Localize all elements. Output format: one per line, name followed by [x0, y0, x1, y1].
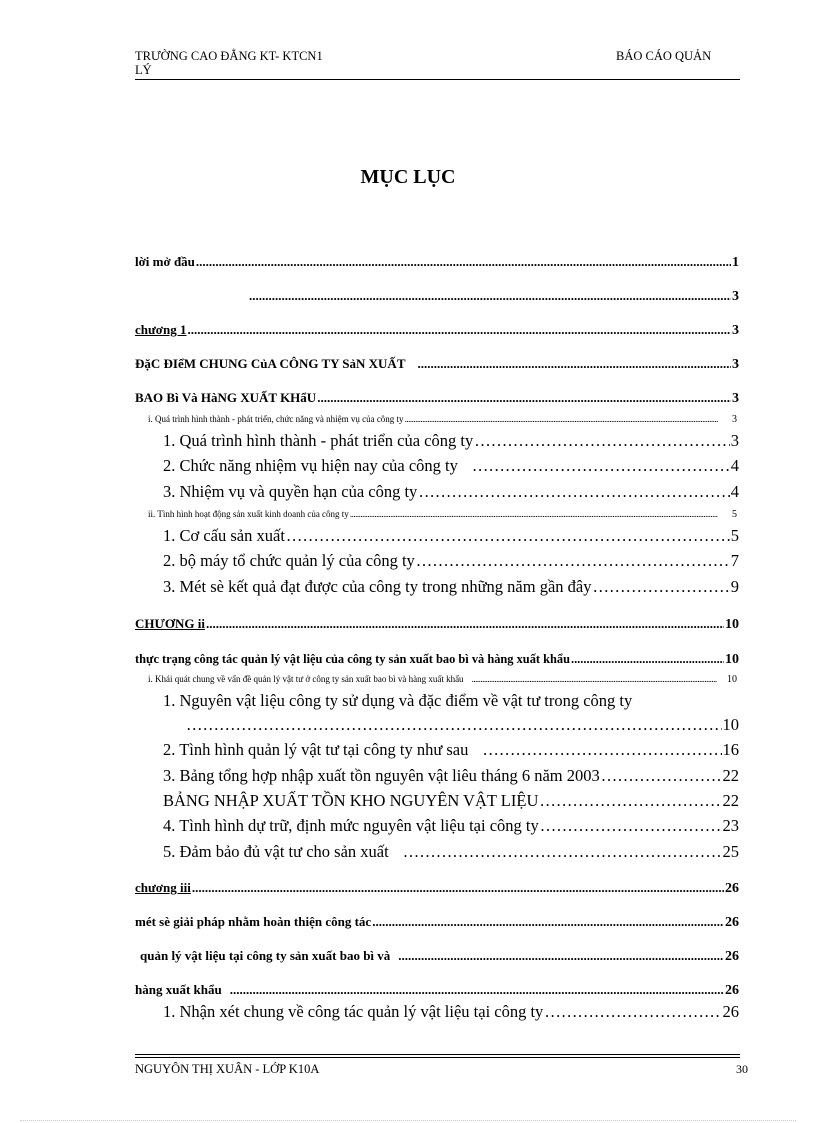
- toc-entry-label: ĐặC ĐIểM CHUNG CủA CÔNG TY SảN XUẤT: [135, 356, 406, 371]
- toc-entry-label: 5. Đảm bảo đủ vật tư cho sản xuất: [163, 842, 389, 861]
- toc-entry[interactable]: [163, 456, 739, 476]
- toc-entry-page: 3: [732, 414, 737, 425]
- toc-entry-page: 1: [732, 255, 739, 270]
- toc-entry-label: 1. Nhận xét chung về công tác quản lý vật liệu tại công ty: [163, 1002, 544, 1021]
- toc-entry-label: 1. Nguyên vật liệu công ty sử dụng và đặc điểm về vật tư trong công ty: [163, 691, 633, 710]
- toc-entry-label: thực trạng công tác quản lý vật liệu của công ty sản xuất bao bì và hàng xuất khẩu: [135, 652, 570, 666]
- toc-entry[interactable]: [163, 551, 739, 571]
- toc-entry-label: mét sè giải pháp nhằm hoàn thiện công tác: [135, 914, 372, 929]
- toc-entry-label: 4. Tình hình dự trữ, định mức nguyên vật liệu tại công ty: [163, 816, 539, 835]
- header-report-title: BÁO CÁO QUẢN: [616, 49, 712, 63]
- toc-entry-page: 22: [722, 766, 739, 785]
- toc-entry-page: 10: [722, 715, 739, 734]
- toc-entry-page: 26: [722, 1002, 739, 1021]
- toc-entry-page: 7: [730, 551, 739, 570]
- toc-entry-page: 10: [725, 652, 739, 667]
- toc-entry-page: 26: [725, 983, 739, 998]
- page-bottom-edge: [20, 1120, 796, 1121]
- toc-entry[interactable]: [163, 482, 739, 502]
- toc-entry-page: 10: [727, 674, 737, 685]
- header-overflow: LÝ: [135, 63, 152, 77]
- toc-entry-label: 1. Cơ cấu sản xuất: [163, 526, 285, 545]
- toc-entry-page: 26: [725, 881, 739, 896]
- toc-entry-label: chương iii: [135, 880, 191, 895]
- toc-entry-page: 3: [730, 431, 739, 450]
- toc-entry[interactable]: [135, 616, 739, 633]
- toc-entry-label: 2. Chức năng nhiệm vụ hiện nay của công ty: [163, 456, 458, 475]
- toc-entry-page: 4: [730, 456, 739, 475]
- toc-entry-label: ii. Tình hình hoạt động sản xuất kinh doanh của công ty: [148, 509, 349, 519]
- toc-entry[interactable]: [163, 791, 739, 811]
- toc-entry[interactable]: [135, 254, 739, 271]
- toc-entry[interactable]: [163, 816, 739, 836]
- toc-entry-page: 9: [730, 577, 739, 596]
- toc-entry[interactable]: [135, 322, 739, 339]
- header-divider: [135, 79, 740, 80]
- toc-entry-label: i. Quá trình hình thành - phát triển, chức năng và nhiệm vụ của công ty: [148, 414, 404, 424]
- toc-entry[interactable]: [140, 948, 739, 965]
- toc-entry[interactable]: [248, 288, 739, 305]
- toc-entry-label: hàng xuất khẩu: [135, 982, 222, 997]
- toc-entry-page: 5: [732, 509, 737, 520]
- toc-entry-label: 3. Bảng tổng hợp nhập xuất tồn nguyên vật liêu tháng 6 năm 2003: [163, 766, 600, 785]
- toc-entry[interactable]: [135, 880, 739, 897]
- toc-entry-label: quản lý vật liệu tại công ty sản xuất bao bì và: [140, 948, 391, 963]
- toc-entry[interactable]: [163, 691, 739, 711]
- toc-entry[interactable]: [135, 652, 739, 668]
- toc-entry-page: 3: [732, 391, 739, 406]
- toc-entry-label: i. Khái quát chung về vấn đề quản lý vật tư ở công ty sản xuất bao bì và hàng xuất khẩu: [148, 674, 464, 684]
- toc-entry[interactable]: [163, 431, 739, 451]
- toc-entry[interactable]: [163, 1002, 739, 1022]
- toc-entry-page: 3: [732, 289, 739, 304]
- toc-entry[interactable]: [163, 740, 739, 760]
- toc-entry[interactable]: [163, 842, 739, 862]
- toc-entry-page: 4: [730, 482, 739, 501]
- page-title: MỤC LỤC: [360, 166, 456, 188]
- toc-entry-label: lời mở đầu: [135, 254, 195, 269]
- toc-entry-page: 26: [725, 915, 739, 930]
- footer-divider: [135, 1057, 740, 1058]
- toc-entry[interactable]: [163, 526, 739, 546]
- toc-entry-page: 22: [722, 791, 739, 810]
- footer-page-number: 30: [736, 1062, 748, 1076]
- toc-entry-page: 16: [722, 740, 739, 759]
- toc-entry-page: 3: [732, 357, 739, 372]
- toc-entry-page: 3: [732, 323, 739, 338]
- toc-entry-label: BAO Bì Và HàNG XUẤT KHẩU: [135, 390, 317, 405]
- toc-entry-label: 1. Quá trình hình thành - phát triển của công ty: [163, 431, 474, 450]
- toc-entry[interactable]: [163, 766, 739, 786]
- toc-entry[interactable]: [135, 982, 739, 999]
- toc-entry[interactable]: [148, 509, 737, 520]
- toc-entry-page: 23: [722, 816, 739, 835]
- toc-entry[interactable]: [135, 390, 739, 407]
- toc-entry[interactable]: [163, 577, 739, 597]
- toc-entry-label: 2. Tình hình quản lý vật tư tại công ty như sau: [163, 740, 469, 759]
- header-school: TRƯỜNG CAO ĐẲNG KT- KTCN1: [135, 49, 323, 63]
- toc-entry[interactable]: [135, 914, 739, 931]
- toc-entry-page: 10: [725, 617, 739, 632]
- toc-entry-label: CHƯƠNG ii: [135, 616, 205, 631]
- toc-entry-page: 5: [730, 526, 739, 545]
- toc-entry-label: BẢNG NHẬP XUẤT TỒN KHO NGUYÊN VẬT LIỆU: [163, 791, 539, 810]
- toc-entry[interactable]: [135, 356, 739, 373]
- toc-entry-page: 26: [725, 949, 739, 964]
- toc-entry-label: chương 1: [135, 322, 187, 337]
- footer-divider: [135, 1054, 740, 1055]
- toc-entry-label: 2. bộ máy tổ chức quản lý của công ty: [163, 551, 415, 570]
- toc-entry-label: 3. Nhiệm vụ và quyền hạn của công ty: [163, 482, 418, 501]
- toc-entry-label: 3. Mét sè kết quả đạt được của công ty trong những năm gần đây: [163, 577, 592, 596]
- footer-author: NGUYÔN THỊ XUÂN - LỚP K10A: [135, 1062, 320, 1076]
- toc-entry[interactable]: [148, 414, 737, 425]
- toc-entry-page: 25: [722, 842, 739, 861]
- toc-entry[interactable]: [148, 674, 737, 685]
- toc-entry-continuation[interactable]: [185, 715, 739, 735]
